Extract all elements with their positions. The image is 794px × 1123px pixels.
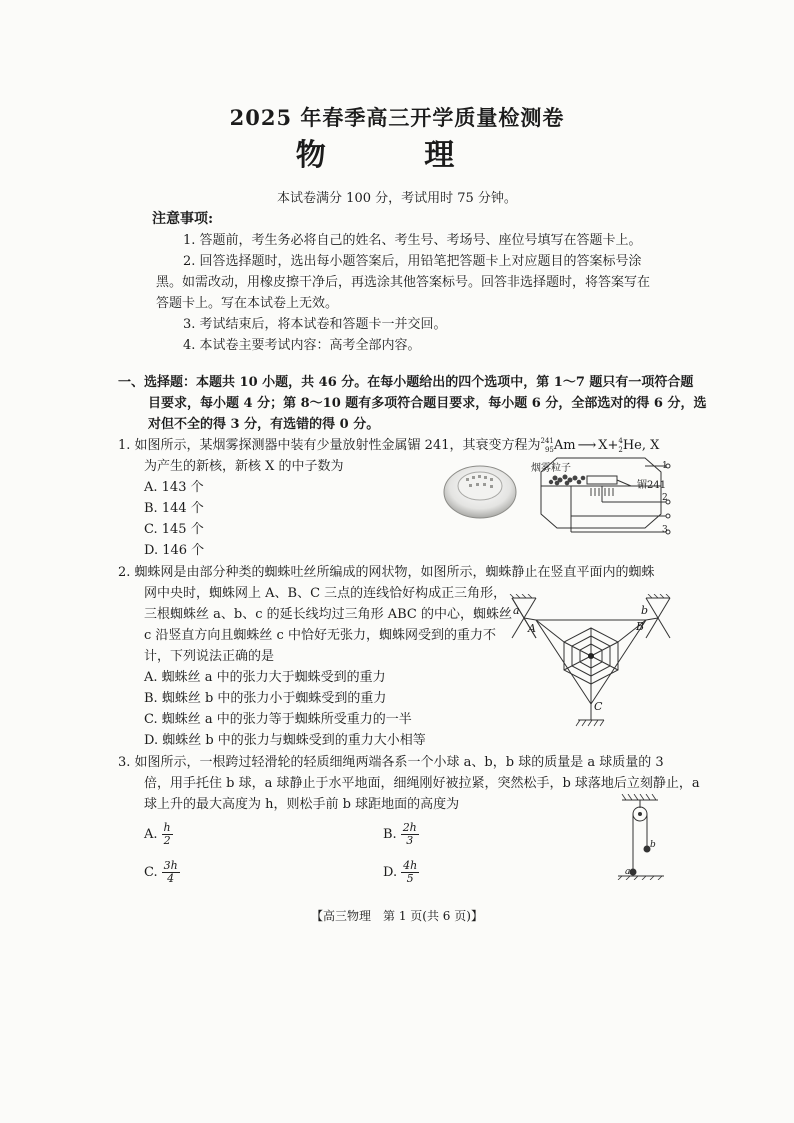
pulley-diagram xyxy=(612,794,672,880)
q3-stem: 3. 如图所示，一根跨过轻滑轮的轻质细绳两端各系一个小球 a、b，b 球的质量是 a 球质量的 3 xyxy=(118,755,664,770)
q2-option-a: A. 蜘蛛丝 a 中的张力大于蜘蛛受到的重力 xyxy=(144,670,386,685)
label-B: B xyxy=(636,620,645,633)
numerator: 3h xyxy=(163,859,178,872)
terminal-3: 3 xyxy=(662,525,668,535)
q3-option-d xyxy=(383,860,419,885)
q3-option-a xyxy=(144,822,173,847)
q1-stem-text: 1. 如图所示，某烟雾探测器中装有少量放射性金属镅 241，其衰变方程为 xyxy=(118,438,541,453)
label-A: A xyxy=(528,622,536,635)
numerator: 2h xyxy=(402,821,417,834)
am-mass: 241 xyxy=(540,436,554,445)
am-num: 95 xyxy=(544,445,554,454)
section-heading: 一、选择题：本题共 10 小题，共 46 分。在每小题给出的四个选项中，第 1～7 题只有一项符合题 xyxy=(118,375,694,390)
q3-option-b xyxy=(383,822,419,847)
label-b: b xyxy=(641,604,649,617)
q3-stem: 倍，用手托住 b 球，a 球静止于水平地面，细绳刚好被拉紧，突然松手，b 球落地后立刻静止，a xyxy=(144,776,700,791)
notice-item: 1. 答题前，考生务必将自己的姓名、考生号、考场号、座位号填写在答题卡上。 xyxy=(183,233,642,248)
exam-info: 本试卷满分 100 分，考试用时 75 分钟。 xyxy=(277,191,517,206)
spider-web-diagram xyxy=(506,594,676,732)
q3-stem: 球上升的最大高度为 h，则松手前 b 球距地面的高度为 xyxy=(144,797,460,812)
section-heading: 目要求，每小题 4 分；第 8～10 题有多项符合题目要求，每小题 6 分，全部选对的得 6 分，选 xyxy=(148,396,707,411)
he-symbol: He, X xyxy=(622,438,660,453)
q2-stem: 三根蜘蛛丝 a、b、c 的延长线均过三角形 ABC 的中心，蜘蛛丝 xyxy=(144,607,513,622)
notice-item: 4. 本试卷主要考试内容：高考全部内容。 xyxy=(183,338,421,353)
terminal-1: 1 xyxy=(662,461,668,471)
q2-stem: 网中央时，蜘蛛网上 A、B、C 三点的连线恰好构成正三角形， xyxy=(144,586,507,601)
exam-title: 2025 年春季高三开学质量检测卷 xyxy=(229,105,565,130)
label-americium: 镅241 xyxy=(637,480,667,491)
smoke-detector-photo xyxy=(440,460,520,522)
option-label: C. xyxy=(144,865,158,880)
terminal-2: 2 xyxy=(662,493,668,503)
he-mass: 4 xyxy=(618,436,623,445)
q2-option-b: B. 蜘蛛丝 b 中的张力小于蜘蛛受到的重力 xyxy=(144,691,387,706)
notice-item: 2. 回答选择题时，选出每小题答案后，用铅笔把答题卡上对应题目的答案标号涂 xyxy=(183,254,642,269)
denominator: 3 xyxy=(406,834,414,847)
option-label: B. xyxy=(383,827,397,842)
q1-option-c: C. 145 个 xyxy=(144,522,204,537)
label-ball-a: a xyxy=(625,867,631,877)
numerator: h xyxy=(163,821,171,834)
q2-option-d: D. 蜘蛛丝 b 中的张力与蜘蛛受到的重力大小相等 xyxy=(144,733,426,748)
arrow: ⟶ xyxy=(577,438,597,453)
page-footer: 【高三物理 第 1 页(共 6 页)】 xyxy=(311,909,483,923)
q2-stem: 2. 蜘蛛网是由部分种类的蜘蛛吐丝所编成的网状物，如图所示，蜘蛛静止在竖直平面内的蜘蛛 xyxy=(118,565,655,580)
q2-stem: c 沿竖直方向且蜘蛛丝 c 中恰好无张力，蜘蛛网受到的重力不 xyxy=(144,628,496,643)
denominator: 2 xyxy=(163,834,171,847)
x-symbol: X+ xyxy=(598,438,619,453)
option-label: D. xyxy=(383,865,398,880)
option-label: A. xyxy=(144,827,158,842)
numerator: 4h xyxy=(403,859,418,872)
denominator: 5 xyxy=(406,872,414,885)
q1-option-b: B. 144 个 xyxy=(144,501,204,516)
he-num: 2 xyxy=(618,445,623,454)
label-a: a xyxy=(513,604,520,617)
q2-stem: 计，下列说法正确的是 xyxy=(144,649,275,664)
label-ball-b: b xyxy=(650,840,656,850)
q1-stem xyxy=(118,435,659,456)
notice-item: 答题卡上。写在本试卷上无效。 xyxy=(156,296,339,311)
q3-option-c xyxy=(144,860,180,885)
denominator: 4 xyxy=(167,872,175,885)
am-symbol: Am xyxy=(553,438,576,453)
q1-option-a: A. 143 个 xyxy=(144,480,204,495)
subject-title: 物 理 xyxy=(295,138,499,173)
notice-item: 黑。如需改动，用橡皮擦干净后，再选涂其他答案标号。回答非选择题时，将答案写在 xyxy=(156,275,651,290)
section-heading: 对但不全的得 3 分，有选错的得 0 分。 xyxy=(148,417,380,432)
q2-option-c: C. 蜘蛛丝 a 中的张力等于蜘蛛所受重力的一半 xyxy=(144,712,412,727)
label-C: C xyxy=(594,700,603,713)
notice-heading: 注意事项: xyxy=(152,211,214,227)
label-smoke-particles: 烟雾粒子 xyxy=(531,463,571,474)
q1-option-d: D. 146 个 xyxy=(144,543,205,558)
notice-item: 3. 考试结束后，将本试卷和答题卡一并交回。 xyxy=(183,317,447,332)
q1-stem2: 为产生的新核，新核 X 的中子数为 xyxy=(144,459,344,474)
